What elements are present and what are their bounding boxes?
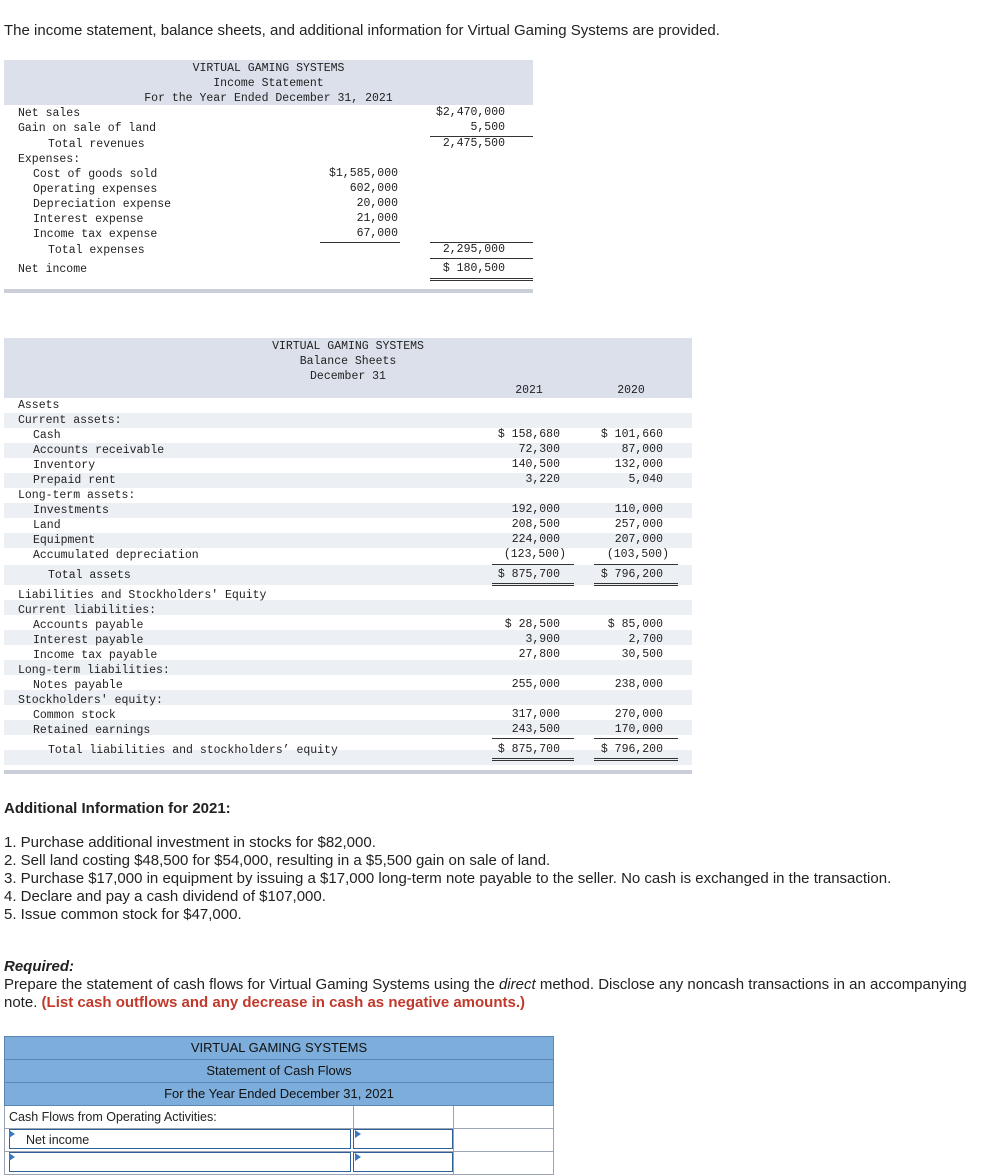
bs-row-label: Cash [33, 429, 61, 442]
income-statement-header [4, 60, 533, 105]
cf-cell [453, 1152, 554, 1174]
additional-title: Additional Information for 2021: [4, 800, 231, 817]
is-expense-value: 21,000 [356, 212, 398, 225]
bs-value-2020: 87,000 [621, 443, 663, 456]
is-expense-label: Operating expenses [33, 183, 158, 196]
is-company: VIRTUAL GAMING SYSTEMS [192, 62, 345, 75]
bs-row-label: Investments [33, 504, 109, 517]
bs-value-2021: 255,000 [511, 678, 560, 691]
bs-row-label: Liabilities and Stockholders' Equity [18, 589, 267, 602]
cf-cell [453, 1106, 554, 1128]
bs-row-label: Long-term assets: [18, 489, 136, 502]
bs-value-2020: (103,500) [606, 548, 669, 561]
bs-header [4, 338, 692, 398]
is-expense-label: Income tax expense [33, 228, 158, 241]
is-expense-value: 602,000 [349, 182, 398, 195]
is-total-revenues: 2,475,500 [442, 137, 505, 150]
bs-row-label: Inventory [33, 459, 96, 472]
cf-section-row [4, 1106, 554, 1129]
cf-period: For the Year Ended December 31, 2021 [4, 1083, 554, 1106]
required-text: Prepare the statement of cash flows for Virtual Gaming Systems using the direct method. Disclose any noncash transactions in an accompanying note. (List cash outflows and any decrease in cash as negative amounts.) [4, 976, 967, 1011]
bs-row-label: Prepaid rent [33, 474, 116, 487]
bs-value-2020: 238,000 [614, 678, 663, 691]
is-expense-value: 20,000 [356, 197, 398, 210]
cf-cell [353, 1106, 454, 1128]
cf-input-row[interactable] [4, 1129, 554, 1152]
additional-item: 5. Issue common stock for $47,000. [4, 906, 242, 923]
is-net-income-label: Net income [18, 263, 88, 276]
bs-value-2020: 30,500 [621, 648, 663, 661]
cf-section-label: Cash Flows from Operating Activities: [9, 1110, 217, 1124]
bs-row-label: Accounts receivable [33, 444, 165, 457]
bs-value-2020: 5,040 [628, 473, 663, 486]
additional-item: 2. Sell land costing $48,500 for $54,000, resulting in a $5,500 gain on sale of land. [4, 852, 551, 869]
is-expense-value: $1,585,000 [328, 167, 398, 180]
bs-value-2020: 2,700 [628, 633, 663, 646]
additional-item: 1. Purchase additional investment in stocks for $82,000. [4, 834, 376, 851]
bs-value-2021: (123,500) [503, 548, 566, 561]
dropdown-arrow-icon[interactable] [355, 1130, 361, 1138]
bs-total-assets-2021: $ 875,700 [497, 568, 560, 581]
bs-value-2020: 110,000 [614, 503, 663, 516]
bs-row-label: Retained earnings [33, 724, 151, 737]
additional-list [4, 834, 891, 924]
bs-row-label: Assets [18, 399, 60, 412]
cf-amount-input[interactable] [353, 1129, 453, 1149]
is-net-sales-label: Net sales [18, 107, 81, 120]
dropdown-arrow-icon[interactable] [355, 1153, 361, 1161]
bs-row-label: Common stock [33, 709, 116, 722]
cf-company: VIRTUAL GAMING SYSTEMS [4, 1036, 554, 1060]
bs-total-assets-2020: $ 796,200 [600, 568, 663, 581]
bs-value-2020: 257,000 [614, 518, 663, 531]
bs-value-2020: 270,000 [614, 708, 663, 721]
cf-account-dropdown[interactable] [9, 1152, 351, 1172]
required-instruction: (List cash outflows and any decrease in cash as negative amounts.) [41, 994, 526, 1011]
bs-row-label: Long-term liabilities: [18, 664, 170, 677]
cash-flow-statement [4, 1036, 554, 1175]
bs-value-2020: 170,000 [614, 723, 663, 736]
bs-date: December 31 [310, 370, 386, 383]
bs-value-2021: 140,500 [511, 458, 560, 471]
bs-row-label: Accumulated depreciation [33, 549, 199, 562]
bs-value-2020: $ 101,660 [600, 428, 663, 441]
bs-value-2020: $ 85,000 [607, 618, 663, 631]
is-net-income: $ 180,500 [442, 262, 505, 275]
is-gain-label: Gain on sale of land [18, 122, 157, 135]
is-gain: 5,500 [470, 121, 505, 134]
cf-title: Statement of Cash Flows [4, 1060, 554, 1083]
bs-row-label: Notes payable [33, 679, 123, 692]
is-total-expenses-label: Total expenses [48, 244, 145, 257]
bs-total-liab-2021: $ 875,700 [497, 743, 560, 756]
income-statement [4, 60, 533, 296]
bs-value-2021: 3,900 [525, 633, 560, 646]
bs-row-label: Accounts payable [33, 619, 144, 632]
bs-year-2021: 2021 [515, 384, 543, 397]
bs-value-2021: 27,800 [518, 648, 560, 661]
is-expense-value: 67,000 [356, 227, 398, 240]
bs-value-2021: 317,000 [511, 708, 560, 721]
dropdown-arrow-icon[interactable] [9, 1130, 15, 1138]
bs-value-2021: 243,500 [511, 723, 560, 736]
bs-row-label: Interest payable [33, 634, 144, 647]
is-expense-label: Interest expense [33, 213, 144, 226]
intro-text: The income statement, balance sheets, and additional information for Virtual Gaming Systems are provided. [4, 22, 720, 39]
bs-year-2020: 2020 [617, 384, 645, 397]
is-expenses-label: Expenses: [18, 153, 81, 166]
is-total-revenues-label: Total revenues [48, 138, 145, 151]
cf-input-row[interactable] [4, 1152, 554, 1175]
is-total-expenses: 2,295,000 [442, 243, 505, 256]
bs-total-assets-label: Total assets [48, 569, 131, 582]
bs-company: VIRTUAL GAMING SYSTEMS [272, 340, 424, 353]
bs-value-2021: 208,500 [511, 518, 560, 531]
is-expense-label: Depreciation expense [33, 198, 172, 211]
is-title: Income Statement [213, 77, 324, 90]
bs-value-2021: $ 28,500 [504, 618, 560, 631]
cf-amount-input[interactable] [353, 1152, 453, 1172]
bs-row-label: Stockholders' equity: [18, 694, 163, 707]
bs-value-2021: 224,000 [511, 533, 560, 546]
bs-value-2021: 192,000 [511, 503, 560, 516]
is-net-sales: $2,470,000 [435, 106, 505, 119]
bs-row-label: Current liabilities: [18, 604, 157, 617]
bs-value-2021: 3,220 [525, 473, 560, 486]
bs-row-label: Income tax payable [33, 649, 158, 662]
bs-value-2021: $ 158,680 [497, 428, 560, 441]
dropdown-arrow-icon[interactable] [9, 1153, 15, 1161]
bs-row-label: Equipment [33, 534, 96, 547]
additional-item: 4. Declare and pay a cash dividend of $107,000. [4, 888, 326, 905]
bs-value-2020: 207,000 [614, 533, 663, 546]
additional-item: 3. Purchase $17,000 in equipment by issuing a $17,000 long-term note payable to the seller. No cash is exchanged in the transaction. [4, 870, 892, 887]
bs-row-label: Land [33, 519, 61, 532]
is-period: For the Year Ended December 31, 2021 [144, 92, 393, 105]
bs-title: Balance Sheets [299, 355, 397, 368]
bs-value-2021: 72,300 [518, 443, 560, 456]
bs-row-label: Current assets: [18, 414, 122, 427]
required-title: Required: [4, 958, 75, 975]
cf-cell [453, 1129, 554, 1151]
bs-total-liab-label: Total liabilities and stockholders’ equity [48, 744, 338, 757]
cf-net-income-dropdown[interactable]: Net income [9, 1129, 351, 1149]
is-expense-label: Cost of goods sold [33, 168, 158, 181]
bs-total-liab-2020: $ 796,200 [600, 743, 663, 756]
balance-sheet [4, 338, 692, 778]
bs-value-2020: 132,000 [614, 458, 663, 471]
